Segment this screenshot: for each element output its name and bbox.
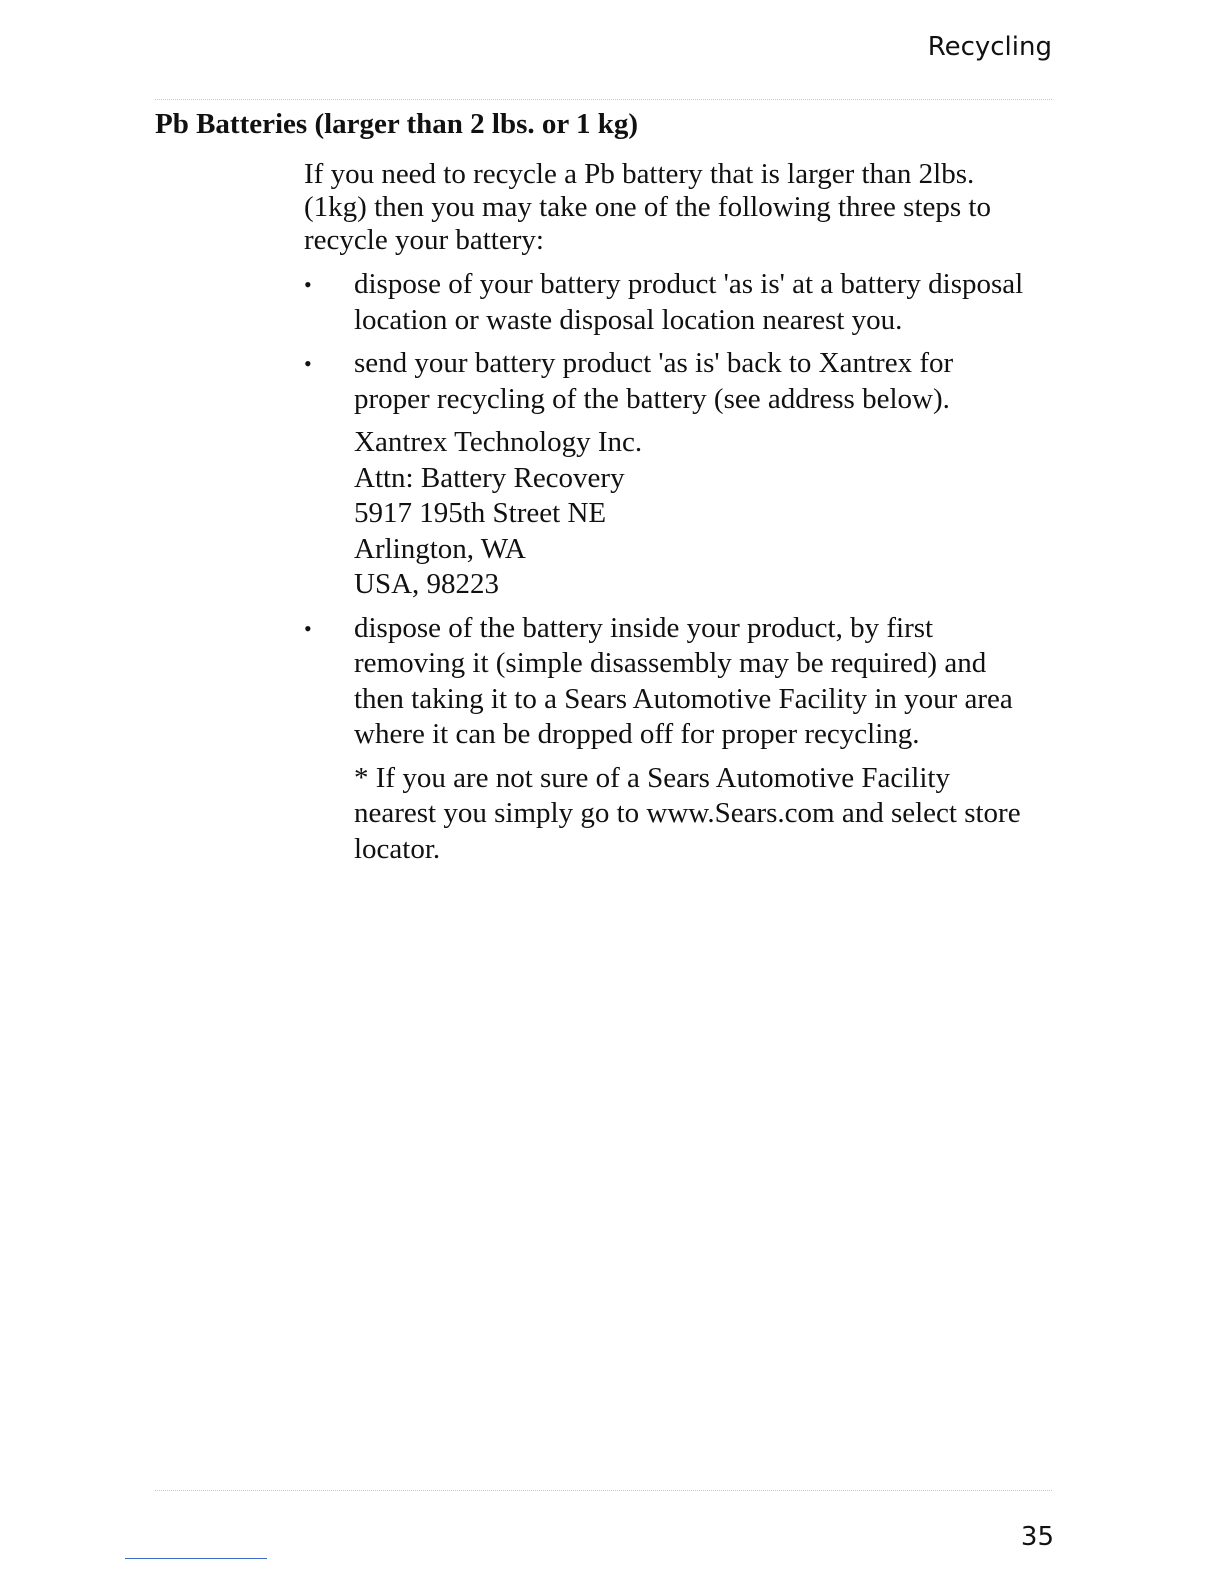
mailing-address (354, 425, 1064, 603)
text-line: dispose of your battery product 'as is' at a battery disposal (354, 268, 1024, 300)
bullet-icon: • (304, 351, 312, 376)
list-item-text (354, 267, 1064, 338)
intro-paragraph (304, 158, 1064, 257)
note-line: locator. (354, 832, 441, 865)
text-line: then taking it to a Sears Automotive Facility in your area (354, 682, 1013, 715)
address-line: Xantrex Technology Inc. (354, 426, 643, 458)
header-divider (155, 99, 1052, 100)
text-line: proper recycling of the battery (see address below). (354, 382, 950, 415)
bullet-icon: • (304, 615, 312, 641)
section-body (304, 158, 1064, 875)
note-line: nearest you simply go to www.Sears.com and select store (354, 797, 1021, 829)
bullet-icon: • (304, 272, 312, 297)
footer-divider (155, 1490, 1052, 1491)
text-line: where it can be dropped off for proper recycling. (354, 718, 920, 750)
text-line: removing it (simple disassembly may be required) and (354, 647, 987, 679)
text-line: dispose of the battery inside your product, by first (354, 611, 934, 644)
text-line: send your battery product 'as is' back to Xantrex for (354, 347, 954, 379)
address-line: Arlington, WA (354, 532, 526, 565)
list-item (304, 346, 1064, 603)
note-line: * If you are not sure of a Sears Automotive Facility (354, 761, 950, 794)
page-number: 35 (1020, 1522, 1054, 1552)
text-line: location or waste disposal location nearest you. (354, 303, 903, 336)
intro-line: (1kg) then you may take one of the following three steps to (304, 191, 991, 223)
address-line: Attn: Battery Recovery (354, 461, 625, 494)
store-locator-note (354, 761, 1064, 868)
list-item (304, 267, 1064, 338)
address-line: USA, 98223 (354, 568, 500, 600)
running-header-title: Recycling (927, 32, 1052, 62)
section-title: Pb Batteries (larger than 2 lbs. or 1 kg) (155, 108, 639, 140)
recycling-steps-list (304, 267, 1064, 867)
intro-line: recycle your battery: (304, 224, 544, 256)
address-line: 5917 195th Street NE (354, 497, 607, 529)
list-item-text (354, 346, 1064, 417)
list-item-text (354, 611, 1064, 753)
intro-line: If you need to recycle a Pb battery that is larger than 2lbs. (304, 158, 975, 190)
scan-mark (125, 1558, 267, 1559)
list-item (304, 611, 1064, 868)
